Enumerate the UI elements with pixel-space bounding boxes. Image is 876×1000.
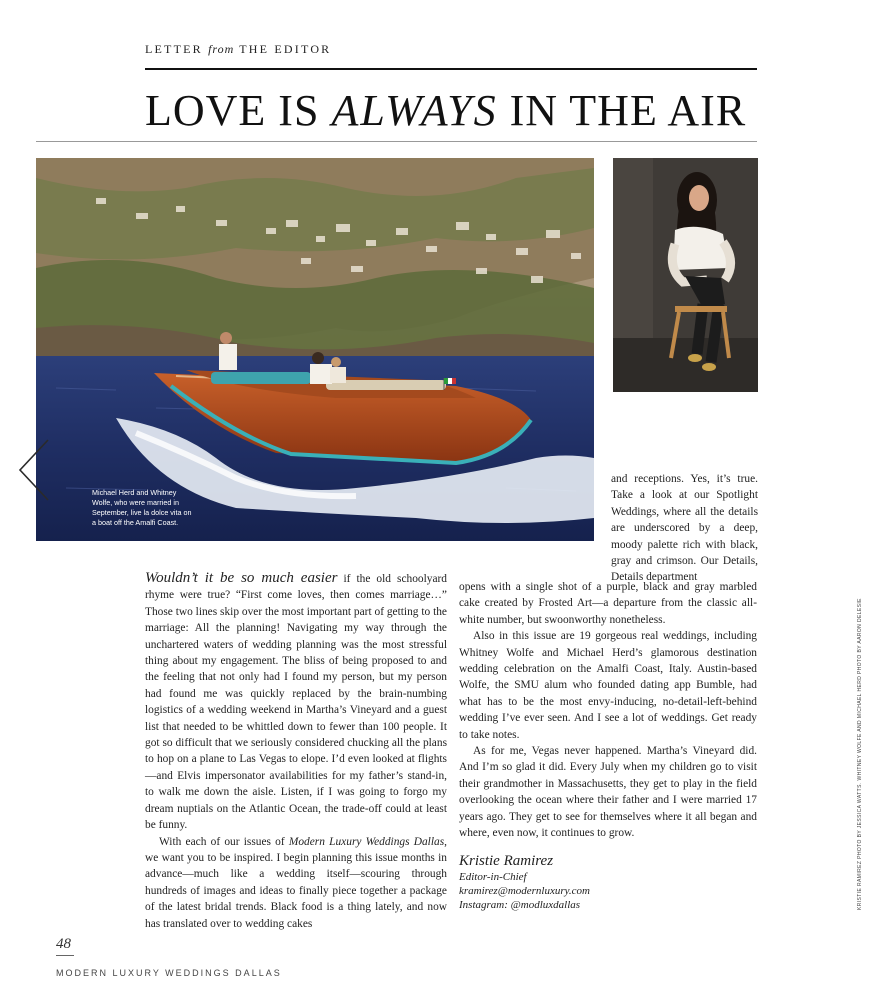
headline-rule: [36, 141, 757, 142]
section-kicker: [145, 42, 331, 57]
kicker-the-editor: THE EDITOR: [239, 42, 332, 56]
signature-block: [459, 852, 590, 912]
photo-credit-text: KRISTIE RAMIREZ PHOTO BY JESSICA WATTS. WHITNEY WOLFE AND MICHAEL HERD PHOTO BY AARON DELESIE: [857, 598, 863, 910]
headline-post: IN THE AIR: [497, 86, 747, 135]
headline-pre: LOVE IS: [145, 86, 332, 135]
editor-title: Editor-in-Chief: [459, 871, 527, 883]
editor-name: Kristie Ramirez: [459, 853, 554, 869]
body-mid-paragraph-3: As for me, Vegas never happened. Martha’s Vineyard did. And I’m so glad it did. Every July when my children go to visit their grandmother in Massachusetts, they get to play in the field overlooking the ocean where their father and I were married 17 years ago. They get to see for themselves where it all began and where, even now, it continues to grow.: [459, 745, 757, 840]
body-right-top: [611, 471, 758, 586]
body-paragraph-1-text: if the old schoolyard rhyme were true? “First come loves, then comes marriage…” Those two lines skip over the most important part of getting to the marriage: All the planning! Navigating my way through the unchartered waters of wedding planning was the most stressful thing about my engagement. The bliss of being proposed to and the feeling that not only had I found my person, but my person had found me was quickly replaced by the brain-numbing logistics of a wedding weekend in Martha’s Vineyard and a guest list that needed to be whittled down to fewer than 100 people. It got so difficult that we seriously considered chucking all the plans to hop on a plane to Las Vegas to elope. I’d even looked at flights—and Elvis impersonator availabilities for my father’s stand-in, to walk me down the aisle. Listen, if I was going to forgo my dream nuptials on the Atlantic Ocean, the trade-off could at least be funny.: [145, 573, 447, 832]
editor-instagram[interactable]: Instagram: @modluxdallas: [459, 899, 581, 911]
editor-portrait: [613, 158, 758, 392]
body-paragraph-2-post: , we want you to be inspired. I begin planning this issue months in advance—much like a wedding itself—scouring through hundreds of images and ideas to finally piece together a package of the latest bridal trends. Black food is a thing lately, and now has translated over to wedding cakes: [145, 835, 447, 930]
lead-italic: Wouldn’t it be so much easier: [145, 570, 338, 586]
kicker-letter: LETTER: [145, 42, 203, 56]
headline: [145, 85, 746, 137]
magazine-title: Modern Luxury Weddings Dallas: [288, 835, 445, 848]
boat-photo: [36, 158, 594, 541]
top-rule: [145, 68, 757, 70]
body-left-column: [145, 570, 447, 932]
publication-footer: MODERN LUXURY WEDDINGS DALLAS: [56, 968, 282, 978]
body-paragraph-2: [145, 834, 447, 932]
kicker-from: from: [208, 42, 235, 56]
page-number: 48: [56, 936, 71, 952]
photo-credit: [856, 580, 870, 910]
page-number-rule: [56, 955, 74, 956]
editor-email[interactable]: kramirez@modernluxury.com: [459, 885, 590, 897]
previous-page-arrow-icon[interactable]: [18, 438, 54, 502]
body-right-top-text: and receptions. Yes, it’s true. Take a look at our Spotlight Weddings, where all the details are underscored by a deep, moody palette rich with black, gray and crimson. Our Details, Details department: [611, 473, 758, 584]
headline-italic: ALWAYS: [331, 86, 498, 135]
body-mid-paragraph-2: Also in this issue are 19 gorgeous real weddings, including Whitney Wolfe and Michael Herd’s glamorous destination wedding celebration on the Amalfi Coast, Italy. Austin-based Wolfe, the SMU alum who founded dating app Bumble, had what has to be the most envy-inducing, no-detail-left-behind wedding I’ve ever seen. And I see a lot of weddings. Get ready to take notes.: [459, 630, 757, 741]
body-paragraph-2-pre: With each of our issues of: [159, 835, 289, 848]
photo-caption: Michael Herd and Whitney Wolfe, who were married in September, live la dolce vita on a boat off the Amalfi Coast.: [92, 488, 192, 527]
body-mid-column: [459, 579, 757, 842]
body-paragraph-1: [145, 570, 447, 834]
body-mid-paragraph-1: opens with a single shot of a purple, black and gray marbled cake created by Frosted Art—a departure from the classic all-white number, but swoonworthy nonetheless.: [459, 581, 757, 626]
